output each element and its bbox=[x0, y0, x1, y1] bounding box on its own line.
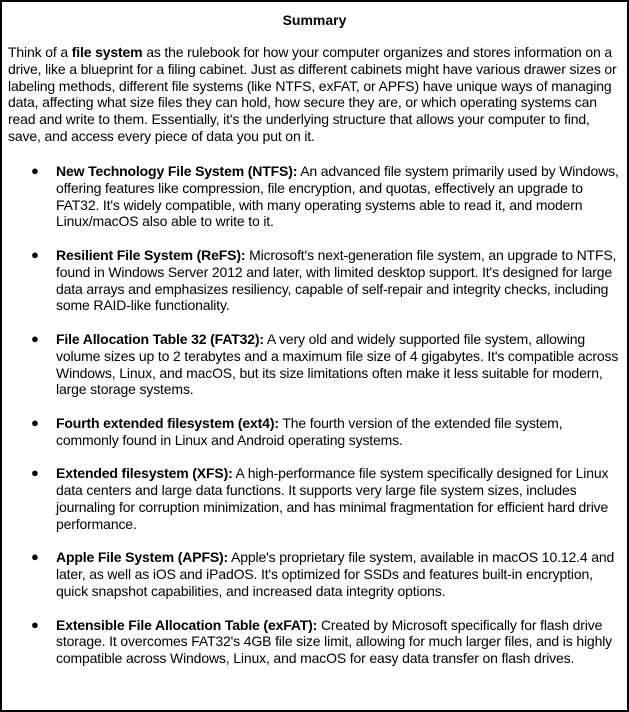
list-item bbox=[2, 465, 627, 532]
intro-text-before: Think of a bbox=[8, 44, 72, 60]
item-description: Created by Microsoft specifically for flash drive storage. It overcomes FAT32's 4GB file size limit, allowing for much larger files, and is highly compatible across Windows, Linux, and macOS for easy data transfer on flash drives. bbox=[56, 616, 613, 667]
bullet-icon: ● bbox=[31, 549, 39, 565]
bullet-icon: ● bbox=[31, 616, 39, 632]
item-description: A high-performance file system specifically designed for Linux data centers and large data functions. It supports very large file system sizes, includes journaling for corruption minimization, and has minimal fragmentation for efficient hard drive performance. bbox=[56, 465, 609, 532]
page-title: Summary bbox=[282, 12, 347, 28]
bullet-icon: ● bbox=[31, 414, 39, 430]
intro-text-after: as the rulebook for how your computer organizes and stores information on a drive, like a blueprint for a filing cabinet. Just as different cabinets might have various drawer sizes or labeling methods, different file systems (like NTFS, exFAT, or APFS) have unique ways of managing data, affecting what size files they can hold, how secure they are, or which operating systems can read and write to them. Essentially, it's the underlying structure that allows your computer to find, save, and access every piece of data you put on it. bbox=[8, 44, 617, 144]
list-item bbox=[2, 549, 627, 599]
item-description: An advanced file system primarily used by Windows, offering features like compression, file encryption, and quotas, effectively an upgrade to FAT32. It's widely compatible, with many operating systems able to read it, and modern Linux/macOS also able to write to it. bbox=[56, 163, 619, 230]
item-description: Apple's proprietary file system, available in macOS 10.12.4 and later, as well as iOS and iPadOS. It's optimized for SSDs and features built-in encryption, quick snapshot capabilities, and increased data integrity options. bbox=[56, 549, 615, 599]
bullet-icon: ● bbox=[31, 163, 39, 178]
list-item bbox=[2, 163, 627, 230]
list-item bbox=[2, 247, 627, 314]
item-name: File Allocation Table 32 (FAT32): bbox=[56, 330, 264, 347]
list-item bbox=[2, 415, 627, 449]
item-name: Extensible File Allocation Table (exFAT): bbox=[56, 616, 318, 633]
bullet-icon: ● bbox=[31, 330, 39, 346]
item-name: Fourth extended filesystem (ext4): bbox=[56, 414, 279, 431]
item-name: Extended filesystem (XFS): bbox=[56, 465, 233, 482]
item-description: A very old and widely supported file system, allowing volume sizes up to 2 terabytes and a maximum file size of 4 gigabytes. It's compatible across Windows, Linux, and macOS, but its size limitations often make it less suitable for modern, large storage systems. bbox=[56, 330, 619, 398]
bullet-icon: ● bbox=[31, 465, 39, 481]
item-name: Apple File System (APFS): bbox=[56, 549, 229, 566]
item-name: Resilient File System (ReFS): bbox=[56, 246, 246, 263]
item-description: The fourth version of the extended file system, commonly found in Linux and Android operating systems. bbox=[56, 414, 563, 448]
item-name: New Technology File System (NTFS): bbox=[56, 163, 298, 179]
intro-bold-term: file system bbox=[71, 44, 143, 60]
intro-paragraph bbox=[8, 44, 624, 145]
file-system-list bbox=[2, 163, 627, 684]
list-item bbox=[2, 617, 627, 667]
item-description: Microsoft's next-generation file system, an upgrade to NTFS, found in Windows Server 2012 and later, with limited desktop support. It's designed for large data arrays and emphasizes resiliency, capable of self-repair and integrity checks, including some RAID-like functionality. bbox=[56, 246, 617, 314]
list-item bbox=[2, 331, 627, 398]
bullet-icon: ● bbox=[31, 246, 39, 262]
